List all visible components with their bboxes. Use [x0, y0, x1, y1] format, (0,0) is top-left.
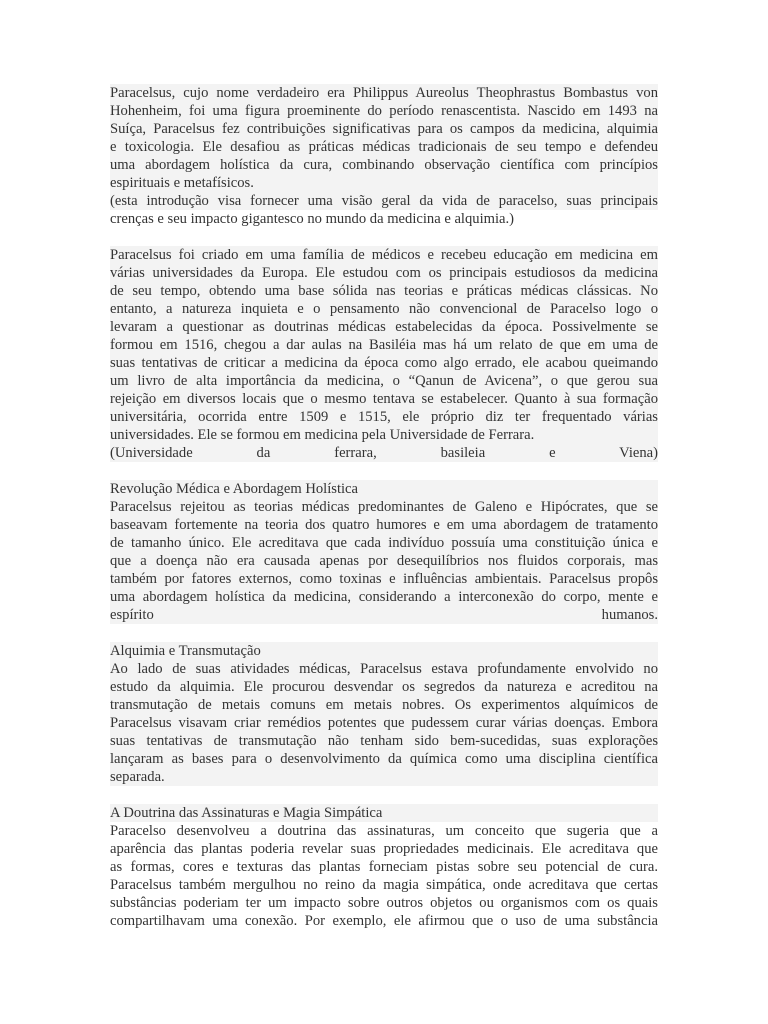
paragraph-section	[110, 84, 658, 228]
text-line: estudo da alquimia. Ele procurou desvendar os segredos da natureza e acreditou na	[110, 679, 658, 695]
text-line: Revolução Médica e Abordagem Holística	[110, 480, 658, 498]
text-line: uma abordagem holística da medicina, considerando a interconexão do corpo, mente e	[110, 589, 658, 605]
text-line: Paracelsus foi criado em uma família de médicos e recebeu educação em medicina em	[110, 247, 658, 263]
text-line: levaram a questionar as doutrinas médicas estabelecidas da época. Possivelmente se	[110, 319, 658, 335]
text-line: Paracelsus visavam criar remédios potentes que pudessem curar várias doenças. Embora	[110, 715, 658, 731]
text-line: suas tentativas de transmutação não tenham sido bem-sucedidas, suas explorações	[110, 733, 658, 749]
paragraph-section	[110, 480, 658, 624]
text-line: substâncias poderiam ter um impacto sobre outros objetos ou organismos com os quais	[110, 895, 658, 911]
text-line: espirituais e metafísicos.	[110, 174, 658, 192]
text-line: também por fatores externos, como toxinas e influências ambientais. Paracelsus propôs	[110, 571, 658, 587]
text-line: aparência das plantas poderia revelar suas propriedades medicinais. Ele acreditava que	[110, 841, 658, 857]
text-line: rejeição em diversos locais que o mesmo tentava se estabelecer. Quanto à sua formação	[110, 391, 658, 407]
text-line: transmutação de metais comuns em metais nobres. Os experimentos alquímicos de	[110, 697, 658, 713]
text-line: entanto, a natureza inquieta e o pensamento não convencional de Paracelso logo o	[110, 301, 658, 317]
text-line: crenças e seu impacto gigantesco no mundo da medicina e alquimia.)	[110, 211, 515, 227]
text-line: suas tentativas de criticar a medicina da época como algo errado, ele acabou queimando	[110, 355, 658, 371]
text-line: um livro de alta importância da medicina, o “Qanun de Avicena”, o que gerou sua	[110, 373, 658, 389]
text-line: formou em 1516, chegou a dar aulas na Basiléia mas há um relato de que em uma de	[110, 337, 658, 353]
paragraph-spacer	[110, 624, 658, 642]
text-line: Paracelso desenvolveu a doutrina das assinaturas, um conceito que sugeria que a	[110, 823, 658, 839]
text-line: espírito humanos.	[110, 607, 658, 623]
text-line: separada.	[110, 768, 658, 786]
paragraph-section	[110, 804, 658, 930]
text-line: várias universidades da Europa. Ele estudou com os principais estudiosos da medicina	[110, 265, 658, 281]
document-page	[110, 84, 658, 930]
paragraph-section	[110, 246, 658, 462]
text-line: compartilhavam uma conexão. Por exemplo, ele afirmou que o uso de uma substância	[110, 913, 658, 929]
text-line: que a doença não era causada apenas por desequilíbrios nos fluidos corporais, mas	[110, 553, 658, 569]
text-line: Paracelsus também mergulhou no reino da magia simpática, onde acreditava que certas	[110, 877, 658, 893]
text-line: universidades. Ele se formou em medicina pela Universidade de Ferrara.	[110, 426, 658, 444]
text-line: Suíça, Paracelsus fez contribuições significativas para os campos da medicina, alquimia	[110, 121, 658, 137]
text-line: universitária, ocorrida entre 1509 e 1515, ele próprio diz ter frequentado várias	[110, 409, 658, 425]
paragraph-section	[110, 642, 658, 786]
text-line: Alquimia e Transmutação	[110, 642, 658, 660]
paragraph-spacer	[110, 786, 658, 804]
text-line: lançaram as bases para o desenvolvimento da química como uma disciplina científica	[110, 751, 658, 767]
text-line: Hohenheim, foi uma figura proeminente do período renascentista. Nascido em 1493 na	[110, 103, 658, 119]
text-line: de seu tempo, obtendo uma base sólida nas teorias e práticas médicas clássicas. No	[110, 283, 658, 299]
text-line: e toxicologia. Ele desafiou as práticas médicas tradicionais de seu tempo e defendeu	[110, 139, 658, 155]
text-line: Paracelsus, cujo nome verdadeiro era Philippus Aureolus Theophrastus Bombastus von	[110, 85, 658, 101]
paragraph-spacer	[110, 462, 658, 480]
text-line: as formas, cores e texturas das plantas forneciam pistas sobre seu potencial de cura.	[110, 859, 658, 875]
text-line: Ao lado de suas atividades médicas, Paracelsus estava profundamente envolvido no	[110, 661, 658, 677]
text-line: (esta introdução visa fornecer uma visão geral da vida de paracelso, suas principais	[110, 193, 658, 209]
text-line: uma abordagem holística da cura, combinando observação científica com princípios	[110, 157, 658, 173]
text-line: baseavam fortemente na teoria dos quatro humores e em uma abordagem de tratamento	[110, 517, 658, 533]
text-line: de tamanho único. Ele acreditava que cada indivíduo possuía uma constituição única e	[110, 535, 658, 551]
paragraph-spacer	[110, 228, 658, 246]
text-line: (Universidade da ferrara, basileia e Viena)	[110, 445, 658, 461]
text-line: Paracelsus rejeitou as teorias médicas predominantes de Galeno e Hipócrates, que se	[110, 499, 658, 515]
text-line: A Doutrina das Assinaturas e Magia Simpática	[110, 804, 658, 822]
